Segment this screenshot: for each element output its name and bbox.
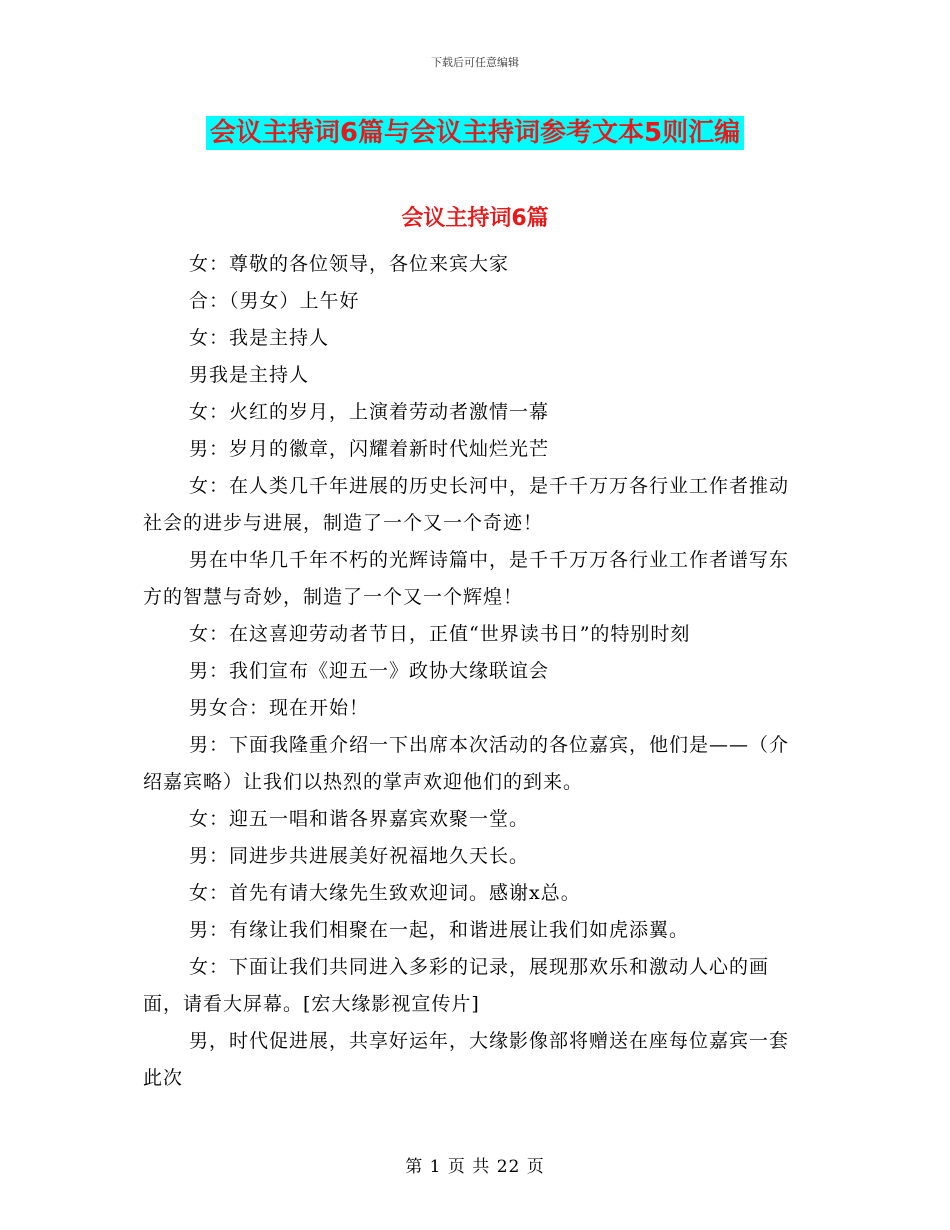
document-title <box>0 112 950 149</box>
paragraph: 女：火红的岁月，上演着劳动者激情一幕 <box>189 401 550 423</box>
section-title: 会议主持词6篇 <box>401 206 549 231</box>
paragraph: 合：（男女）上午好 <box>189 290 360 312</box>
paragraph: 男：同进步共进展美好祝福地久天长。 <box>189 845 530 867</box>
paragraph: 男女合：现在开始！ <box>189 697 370 719</box>
paragraph: 男：下面我隆重介绍一下出席本次活动的各位嘉宾，他们是——（介绍嘉宾略）让我们以热烈的掌声欢迎他们的到来。 <box>143 734 790 793</box>
document-title-text: 会议主持词6篇与会议主持词参考文本5则汇编 <box>206 116 744 150</box>
page-footer: 第 1 页 共 22 页 <box>405 1157 545 1177</box>
paragraph: 男，时代促进展，共享好运年，大缘影像部将赠送在座每位嘉宾一套此次 <box>143 1030 790 1089</box>
paragraph: 女：在这喜迎劳动者节日，正值“世界读书日”的特别时刻 <box>189 623 691 645</box>
paragraph: 男：岁月的徽章，闪耀着新时代灿烂光芒 <box>189 438 550 460</box>
paragraph: 女：在人类几千年进展的历史长河中，是千千万万各行业工作者推动社会的进步与进展，制造了一个又一个奇迹！ <box>143 475 790 534</box>
paragraph: 女：迎五一唱和谐各界嘉宾欢聚一堂。 <box>189 808 530 830</box>
paragraph: 男：我们宣布《迎五一》政协大缘联谊会 <box>189 660 550 682</box>
paragraph: 男我是主持人 <box>189 364 310 386</box>
paragraph: 女：我是主持人 <box>189 327 330 349</box>
paragraph: 男在中华几千年不朽的光辉诗篇中，是千千万万各行业工作者谱写东方的智慧与奇妙，制造了一个又一个辉煌！ <box>143 549 790 608</box>
paragraph: 男：有缘让我们相聚在一起，和谐进展让我们如虎添翼。 <box>189 919 690 941</box>
paragraph: 女：下面让我们共同进入多彩的记录，展现那欢乐和激动人心的画面，请看大屏幕。[宏大缘影视宣传片] <box>143 956 770 1015</box>
header-note: 下载后可任意编辑 <box>431 56 519 69</box>
document-body <box>143 246 803 1097</box>
paragraph: 女：尊敬的各位领导，各位来宾大家 <box>189 253 510 275</box>
paragraph: 女：首先有请大缘先生致欢迎词。感谢x总。 <box>189 882 581 904</box>
